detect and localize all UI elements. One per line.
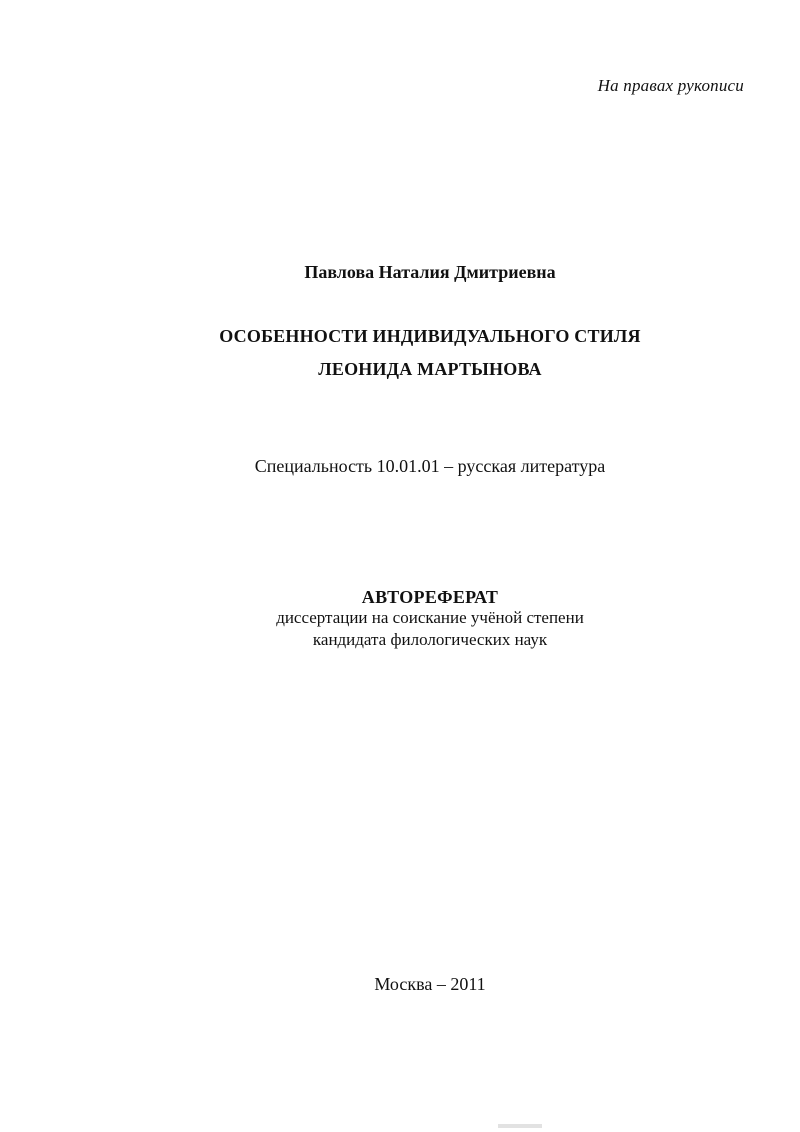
title-line-1: ОСОБЕННОСТИ ИНДИВИДУАЛЬНОГО СТИЛЯ <box>219 326 641 346</box>
title-line-2: ЛЕОНИДА МАРТЫНОВА <box>318 359 542 379</box>
specialty-line: Специальность 10.01.01 – русская литература <box>254 456 606 476</box>
abstract-subtitle-line-2: кандидата филологических наук <box>312 630 548 649</box>
abstract-subtitle-line-1: диссертации на соискание учёной степени <box>276 608 584 627</box>
place-year: Москва – 2011 <box>374 974 486 994</box>
author-name: Павлова Наталия Дмитриевна <box>304 262 556 282</box>
rights-notice: На правах рукописи <box>597 76 744 95</box>
scan-artifact <box>498 1124 542 1128</box>
abstract-heading: АВТОРЕФЕРАТ <box>361 587 499 607</box>
